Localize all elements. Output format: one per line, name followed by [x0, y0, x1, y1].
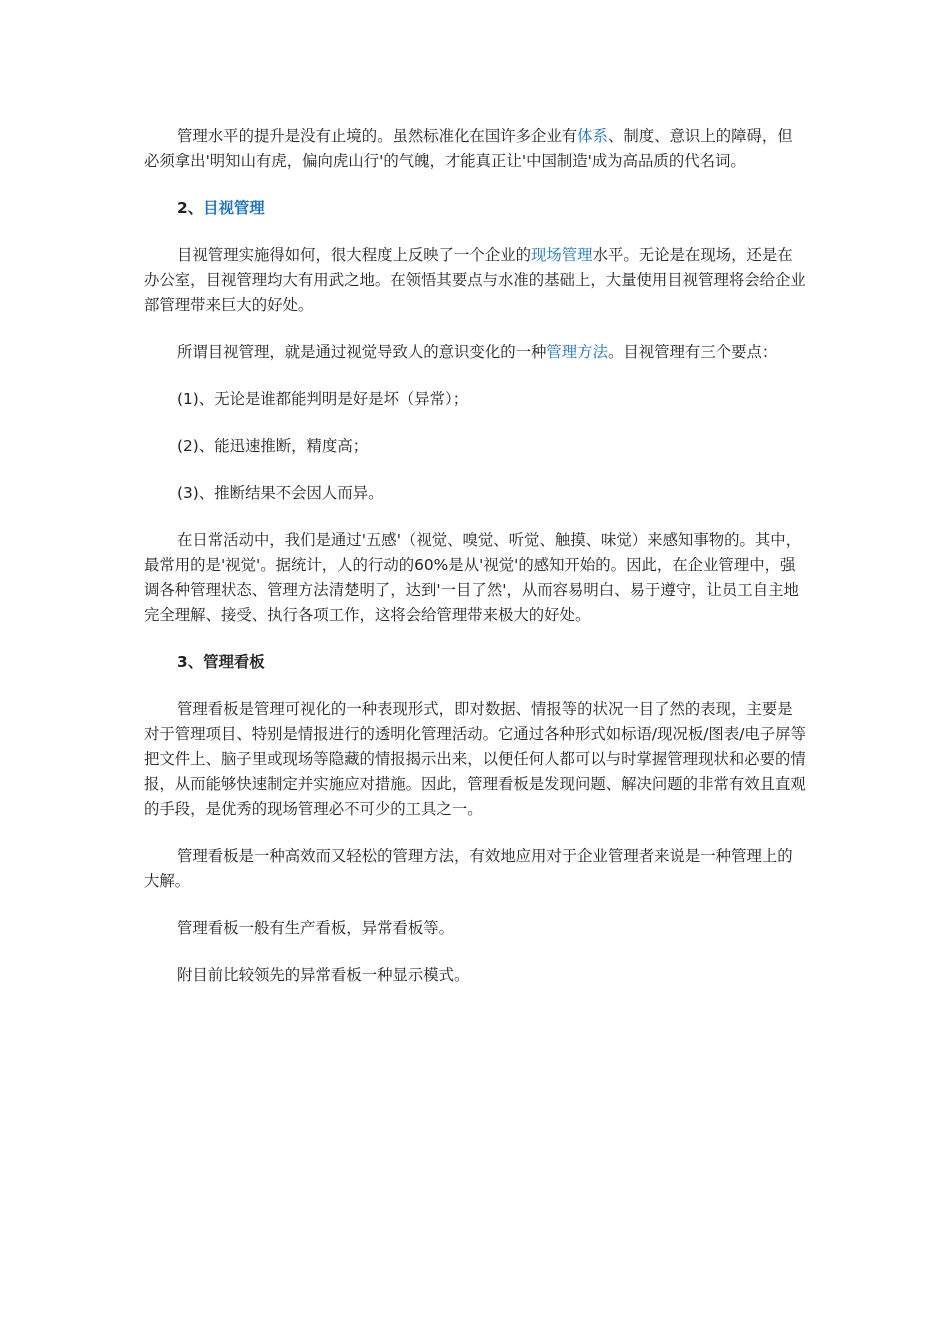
paragraph-text: 目视管理实施得如何，很大程度上反映了一个企业的 — [177, 246, 531, 264]
link-management-method[interactable]: 管理方法 — [546, 343, 608, 361]
paragraph-management-board-definition: 管理看板是管理可视化的一种表现形式，即对数据、情报等的状况一目了然的表现，主要是对于管理项目、特别是情报进行的透明化管理活动。它通过各种形式如标语/现况板/图表/电子屏等把文件上、脑子里或现场等隐藏的情报揭示出来，以便任何人都可以与时掌握管理现状和必要的情报，从而能够快速制定并实施应对措施。因此，管理看板是发现问题、解决问题的非常有效且直观的手段，是优秀的现场管理必不可少的工具之一。 — [144, 700, 806, 818]
paragraph-text: 管理水平的提升是没有止境的。虽然标准化在国许多企业有 — [177, 127, 578, 145]
paragraph-management-improvement — [144, 124, 808, 174]
section-heading-management-board: 3、管理看板 — [177, 653, 265, 671]
link-system[interactable]: 体系 — [577, 127, 608, 145]
paragraph-attachment-note: 附目前比较领先的异常看板一种显示模式。 — [177, 966, 470, 984]
section-heading-visual-management — [144, 196, 808, 221]
list-item-point-1: (1)、无论是谁都能判明是好是坏（异常）； — [177, 390, 469, 408]
link-site-management[interactable]: 现场管理 — [531, 246, 593, 264]
link-visual-management[interactable]: 目视管理 — [203, 199, 265, 217]
paragraph-management-board-benefit: 管理看板是一种高效而又轻松的管理方法，有效地应用对于企业管理者来说是一种管理上的大解。 — [144, 847, 793, 890]
paragraph-management-board-types: 管理看板一般有生产看板，异常看板等。 — [177, 919, 455, 937]
paragraph-text: 、制度、意识上的障碍，但必须拿出'明知山有虎，偏向虎山行'的气魄，才能真正让'中国制造'成为高品质的代名词。 — [144, 127, 793, 170]
document-body — [144, 124, 808, 1010]
list-item-point-3: (3)、推断结果不会因人而异。 — [177, 484, 384, 502]
paragraph-text: 。目视管理有三个要点： — [607, 343, 778, 361]
paragraph-five-senses: 在日常活动中，我们是通过'五感'（视觉、嗅觉、听觉、触摸、味觉）来感知事物的。其中，最常用的是'视觉'。据统计，人的行动的60%是从'视觉'的感知开始的。因此，在企业管理中，强调各种管理状态、管理方法清楚明了，达到'一目了然'，从而容易明白、易于遵守，让员工自主地完全理解、接受、执行各项工作，这将会给管理带来极大的好处。 — [144, 531, 802, 624]
paragraph-text: 所谓目视管理，就是通过视觉导致人的意识变化的一种 — [177, 343, 547, 361]
paragraph-visual-management-intro — [144, 243, 808, 318]
paragraph-visual-management-definition — [144, 340, 808, 365]
list-item-point-2: (2)、能迅速推断，精度高； — [177, 437, 369, 455]
paragraph-text: 水平。无论是在现场，还是在办公室，目视管理均大有用武之地。在领悟其要点与水准的基础上，大量使用目视管理将会给企业部管理带来巨大的好处。 — [144, 246, 806, 314]
section-number: 2、 — [177, 199, 204, 217]
